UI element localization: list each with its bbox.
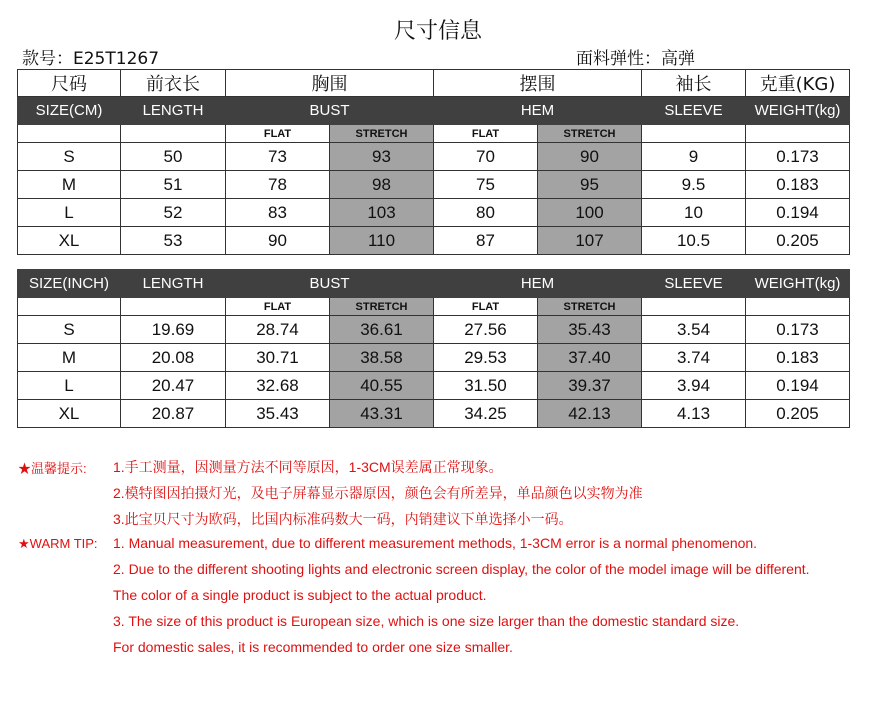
cell-sleeve: 3.54 bbox=[642, 316, 746, 344]
table-row bbox=[18, 199, 850, 227]
cell-length: 20.87 bbox=[121, 400, 226, 428]
cell-bust-stretch: 38.58 bbox=[330, 344, 434, 372]
cell-hem-flat: 31.50 bbox=[434, 372, 538, 400]
cell-hem-flat: 80 bbox=[434, 199, 538, 227]
sub-stretch: STRETCH bbox=[538, 125, 642, 143]
cell-hem-flat: 29.53 bbox=[434, 344, 538, 372]
sub-empty bbox=[18, 298, 121, 316]
cell-weight: 0.194 bbox=[746, 372, 850, 400]
sub-empty bbox=[121, 298, 226, 316]
header-weight: WEIGHT(kg) bbox=[746, 97, 850, 125]
fabric-elasticity: 面料弹性：高弹 bbox=[576, 49, 695, 69]
en-header-row bbox=[18, 97, 850, 125]
cell-size: S bbox=[18, 316, 121, 344]
sub-flat: FLAT bbox=[226, 298, 330, 316]
cell-hem-stretch: 100 bbox=[538, 199, 642, 227]
cell-bust-flat: 83 bbox=[226, 199, 330, 227]
cell-size: M bbox=[18, 171, 121, 199]
size-table-cm bbox=[17, 69, 850, 255]
en-note-3b: For domestic sales, it is recommended to order one size smaller. bbox=[113, 639, 513, 655]
cell-size: L bbox=[18, 372, 121, 400]
cell-bust-stretch: 98 bbox=[330, 171, 434, 199]
header-sleeve: SLEEVE bbox=[642, 97, 746, 125]
en-header-row bbox=[18, 270, 850, 298]
cell-bust-stretch: 93 bbox=[330, 143, 434, 171]
header-hem: HEM bbox=[434, 270, 642, 298]
cn-header-weight: 克重(KG) bbox=[746, 70, 850, 97]
header-weight: WEIGHT(kg) bbox=[746, 270, 850, 298]
cell-weight: 0.173 bbox=[746, 316, 850, 344]
en-note-3: 3. The size of this product is European size, which is one size larger than the domestic standard size. bbox=[113, 613, 740, 629]
cell-bust-flat: 73 bbox=[226, 143, 330, 171]
cell-bust-flat: 90 bbox=[226, 227, 330, 255]
cell-bust-flat: 30.71 bbox=[226, 344, 330, 372]
header-length: LENGTH bbox=[121, 270, 226, 298]
table-row bbox=[18, 316, 850, 344]
table-row bbox=[18, 143, 850, 171]
cell-sleeve: 9.5 bbox=[642, 171, 746, 199]
style-number: 款号：E25T1267 bbox=[22, 49, 160, 69]
header-size: SIZE(CM) bbox=[18, 97, 121, 125]
cn-tip-label bbox=[18, 458, 87, 477]
cell-hem-flat: 34.25 bbox=[434, 400, 538, 428]
sub-flat: FLAT bbox=[434, 298, 538, 316]
en-tip-label bbox=[18, 536, 98, 552]
cell-bust-stretch: 110 bbox=[330, 227, 434, 255]
sub-stretch: STRETCH bbox=[330, 125, 434, 143]
cn-header-size: 尺码 bbox=[18, 70, 121, 97]
cell-weight: 0.194 bbox=[746, 199, 850, 227]
sub-empty bbox=[746, 298, 850, 316]
cell-hem-stretch: 95 bbox=[538, 171, 642, 199]
star-icon: ★ bbox=[18, 461, 32, 476]
cell-bust-stretch: 36.61 bbox=[330, 316, 434, 344]
header-bust: BUST bbox=[226, 97, 434, 125]
cell-weight: 0.205 bbox=[746, 400, 850, 428]
cn-tip-label-text: 温馨提示: bbox=[31, 461, 87, 476]
cell-sleeve: 3.94 bbox=[642, 372, 746, 400]
cell-hem-stretch: 35.43 bbox=[538, 316, 642, 344]
cell-bust-flat: 32.68 bbox=[226, 372, 330, 400]
cell-hem-stretch: 107 bbox=[538, 227, 642, 255]
cell-hem-flat: 70 bbox=[434, 143, 538, 171]
cn-header-bust: 胸围 bbox=[226, 70, 434, 97]
sub-empty bbox=[642, 125, 746, 143]
cn-header-row bbox=[18, 70, 850, 97]
cn-note-3: 3.此宝贝尺寸为欧码，比国内标准码数大一码，内销建议下单选择小一码。 bbox=[113, 511, 573, 527]
cell-hem-flat: 27.56 bbox=[434, 316, 538, 344]
sub-stretch: STRETCH bbox=[330, 298, 434, 316]
cell-sleeve: 4.13 bbox=[642, 400, 746, 428]
cell-size: S bbox=[18, 143, 121, 171]
cell-weight: 0.205 bbox=[746, 227, 850, 255]
cell-length: 19.69 bbox=[121, 316, 226, 344]
header-size: SIZE(INCH) bbox=[18, 270, 121, 298]
cell-size: XL bbox=[18, 400, 121, 428]
cn-note-1: 1.手工测量，因测量方法不同等原因，1-3CM误差属正常现象。 bbox=[113, 459, 503, 475]
sub-flat: FLAT bbox=[434, 125, 538, 143]
table-row bbox=[18, 372, 850, 400]
table-row bbox=[18, 227, 850, 255]
cell-length: 53 bbox=[121, 227, 226, 255]
cell-sleeve: 3.74 bbox=[642, 344, 746, 372]
sub-empty bbox=[18, 125, 121, 143]
cell-hem-flat: 75 bbox=[434, 171, 538, 199]
cell-length: 50 bbox=[121, 143, 226, 171]
cell-length: 20.08 bbox=[121, 344, 226, 372]
cell-size: L bbox=[18, 199, 121, 227]
table-row bbox=[18, 400, 850, 428]
cell-weight: 0.173 bbox=[746, 143, 850, 171]
header-length: LENGTH bbox=[121, 97, 226, 125]
cn-header-length: 前衣长 bbox=[121, 70, 226, 97]
table-row bbox=[18, 171, 850, 199]
sub-empty bbox=[642, 298, 746, 316]
sub-header-row bbox=[18, 298, 850, 316]
cell-bust-stretch: 43.31 bbox=[330, 400, 434, 428]
cell-sleeve: 10 bbox=[642, 199, 746, 227]
header-hem: HEM bbox=[434, 97, 642, 125]
cell-bust-flat: 28.74 bbox=[226, 316, 330, 344]
cell-length: 20.47 bbox=[121, 372, 226, 400]
cell-hem-stretch: 42.13 bbox=[538, 400, 642, 428]
cell-length: 52 bbox=[121, 199, 226, 227]
cell-bust-flat: 78 bbox=[226, 171, 330, 199]
cell-bust-stretch: 40.55 bbox=[330, 372, 434, 400]
sub-empty bbox=[121, 125, 226, 143]
cell-sleeve: 9 bbox=[642, 143, 746, 171]
cell-hem-flat: 87 bbox=[434, 227, 538, 255]
cn-header-hem: 摆围 bbox=[434, 70, 642, 97]
cell-hem-stretch: 37.40 bbox=[538, 344, 642, 372]
cell-size: XL bbox=[18, 227, 121, 255]
en-note-2b: The color of a single product is subject to the actual product. bbox=[113, 587, 487, 603]
cell-size: M bbox=[18, 344, 121, 372]
sub-flat: FLAT bbox=[226, 125, 330, 143]
sub-stretch: STRETCH bbox=[538, 298, 642, 316]
cell-hem-stretch: 90 bbox=[538, 143, 642, 171]
cell-sleeve: 10.5 bbox=[642, 227, 746, 255]
cell-hem-stretch: 39.37 bbox=[538, 372, 642, 400]
cell-bust-stretch: 103 bbox=[330, 199, 434, 227]
sub-empty bbox=[746, 125, 850, 143]
en-note-1: 1. Manual measurement, due to different measurement methods, 1-3CM error is a normal phenomenon. bbox=[113, 535, 758, 551]
header-bust: BUST bbox=[226, 270, 434, 298]
en-note-2: 2. Due to the different shooting lights and electronic screen display, the color of the model image will be different. bbox=[113, 561, 810, 577]
sub-header-row bbox=[18, 125, 850, 143]
page-title: 尺寸信息 bbox=[393, 19, 482, 44]
cell-weight: 0.183 bbox=[746, 344, 850, 372]
header-sleeve: SLEEVE bbox=[642, 270, 746, 298]
cell-bust-flat: 35.43 bbox=[226, 400, 330, 428]
cell-weight: 0.183 bbox=[746, 171, 850, 199]
cell-length: 51 bbox=[121, 171, 226, 199]
table-row bbox=[18, 344, 850, 372]
star-icon: ★ bbox=[18, 536, 30, 551]
cn-note-2: 2.模特图因拍摄灯光，及电子屏幕显示器原因，颜色会有所差异，单品颜色以实物为准 bbox=[113, 485, 643, 501]
cn-header-sleeve: 袖长 bbox=[642, 70, 746, 97]
size-table-inch bbox=[17, 269, 850, 428]
en-tip-label-text: WARM TIP: bbox=[29, 536, 98, 551]
